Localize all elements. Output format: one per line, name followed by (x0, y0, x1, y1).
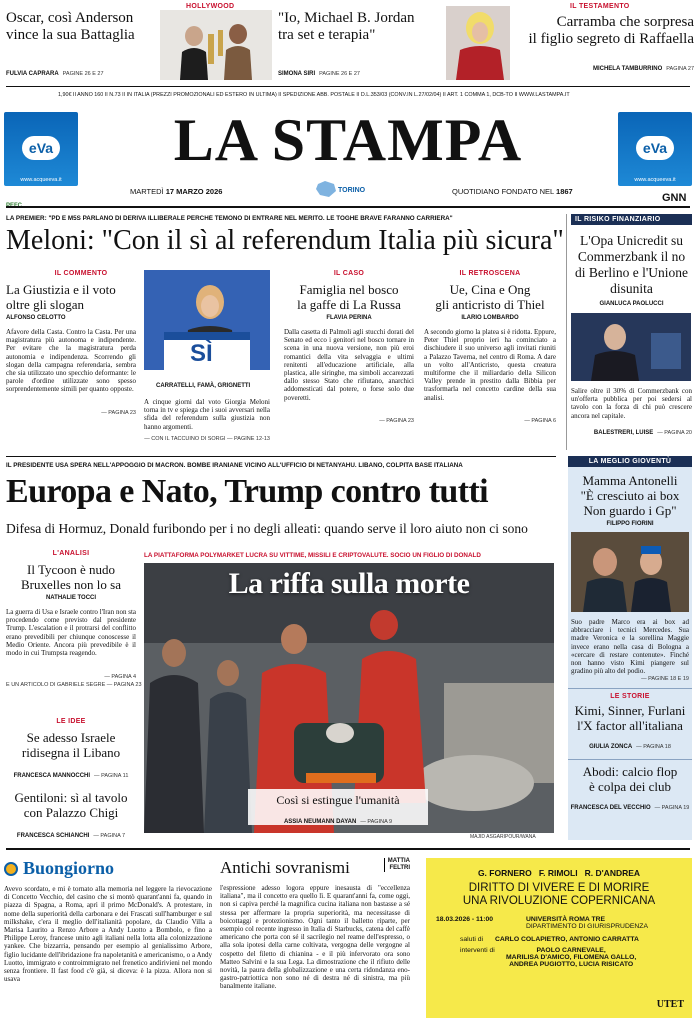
teaser-author: SIMONA SIRI (278, 71, 316, 77)
idee-kicker: LE IDEE (56, 718, 86, 725)
meloni-si-sign: SÌ (190, 340, 213, 367)
teaser-pages: PAGINE 26 E 27 (319, 71, 360, 77)
rischio-body-authors: BALESTRERI, LUISE (593, 430, 654, 436)
teaser-author: MICHELA TAMBURRINO (592, 66, 663, 72)
abodi-pages: — PAGINA 19 (654, 805, 690, 811)
caso-body: Dalla casetta di Palmoli agli stucchi dorati del Senato ed ecco i genitori nel bosco tornare in scena in una nuova versione, non più eroi romantici della vita selvaggia e ultimi renitenti all'educazione artificiale, alla plastica, alle siringhe, ma simboli accarezzati dallo stesso Stato che rifiutano, anarchici addomesticati dal potere, o forse solo due poveretti. (284, 328, 414, 402)
ad-eva-url: www.acqueeva.it (634, 177, 676, 183)
gnn-logo: GNN (662, 192, 687, 204)
gentiloni-author: FRANCESCA SCHIANCHI (16, 833, 90, 839)
second-lead-headline[interactable]: Europa e Nato, Trump contro tutti (6, 473, 489, 510)
storie-kicker: LE STORIE (610, 693, 650, 700)
sun-icon (4, 862, 18, 876)
hollywood-kicker: HOLLYWOOD (186, 3, 235, 10)
storie-title: Kimi, Sinner, Furlani l'X factor all'italiana (574, 703, 686, 733)
retroscena-author: ILARIO LOMBARDO (461, 315, 519, 321)
gioventu-title: Mamma Antonelli "È cresciuto ai box Non guardo i Gp" (580, 473, 680, 518)
idee-pages: — PAGINA 11 (94, 773, 129, 779)
masthead-title: LA STAMPA (173, 107, 523, 173)
event-ad-interventi: interventi di PAOLO CARNEVALE, MARILISA D'AMICO, FILOMENA GALLO, ANDREA PUGIOTTO, LUCIA RISICATO (460, 947, 637, 968)
rischio-author: GIANLUCA PAOLUCCI (599, 301, 664, 307)
masthead-divider (6, 206, 690, 208)
teaser-author: FULVIA CAPRARA (6, 71, 59, 77)
analisi-article[interactable] (6, 550, 142, 688)
ad-eva-left[interactable] (4, 112, 78, 186)
event-ad-date-row: 18.03.2026 - 11:00 UNIVERSITÀ ROMA TRE DIPARTIMENTO DI GIURISPRUDENZA (436, 916, 648, 930)
photo-story-kicker: LA PIATTAFORMA POLYMARKET LUCRA SU VITTIME, MISSILI E CRIPTOVALUTE. SOCIO UN FIGLIO DI DONALD (144, 552, 481, 559)
gentiloni-article[interactable] (6, 790, 136, 842)
ad-eva-url: www.acqueeva.it (20, 177, 62, 183)
meloni-photo-body: A cinque giorni dal voto Giorgia Meloni torna in tv e spiega che i suoi avversari nella sfida del referendum sulla giustizia non hanno argomenti. (144, 398, 270, 431)
storie-article[interactable] (568, 688, 692, 753)
lead-headline[interactable]: Meloni: "Con il sì al referendum Italia più sicura" (6, 225, 564, 256)
retroscena-pages: — PAGINA 6 (524, 418, 556, 424)
event-ad[interactable] (426, 858, 692, 1018)
commento-article[interactable] (6, 270, 136, 416)
raffaella-figure (446, 6, 510, 80)
analisi-footnote: E UN ARTICOLO DI GABRIELE SEGRE — PAGINA 23 (6, 682, 142, 688)
gioventu-photo (571, 532, 689, 612)
rischio-body: Salire oltre il 30% di Commerzbank con un'offerta pubblica per poi sedersi al tavolo con la forza di chi può crescere ancora nel capitale. (571, 387, 692, 420)
gioventu-body: Suo padre Marco era ai box ad abbracciare i tecnici Mercedes. Sua madre Veronica e la sorellina Maggie invece erano nella casa di Bologna a «cercare di restare contenute». Finché non hanno visto Kimi piangere sul gradino più alto del podio. (571, 618, 689, 676)
gioventu-kicker: LA MEGLIO GIOVENTÙ (568, 456, 692, 467)
mid-divider (6, 456, 556, 457)
retroscena-body: A secondo giorno la platea si è ridotta. Eppure, Peter Thiel proprio ieri ha cominciato a dischiudere il suo universo agli invitati riuniti a Palazzo Taverna, nel centro di Roma. A dare un volto all'Anticristo, questa creatura multiforme che il miliardario della Silicon Valley prende in prestito dalla Bibbia per trasformarla nel concetto cardine della sua analisi. (424, 328, 556, 402)
commento-author: ALFONSO CELOTTO (6, 315, 66, 321)
retroscena-title: Ue, Cina e Ong gli anticristo di Thiel (435, 282, 545, 312)
rischio-pages: — PAGINA 20 (657, 430, 692, 436)
founded-line: QUOTIDIANO FONDATO NEL 1867 (452, 187, 573, 196)
commento-title: La Giustizia e il voto oltre gli slogan (6, 282, 116, 312)
commento-body: Afavore della Casta. Contro la Casta. Per una magistratura più autonoma e indipendente. Per evitare che la magistratura perda autonomia e indipendenza. Scorrendo gli slogan della campagna referendaria, sembra che sia utilizzato uno specchio deformante: le parole d'ordine utilizzate sono spesso sorprendentemente simili per quanto opposte. (6, 328, 136, 394)
analisi-kicker: L'ANALISI (52, 550, 90, 557)
sovranismi-body: l'espressione adesso logora eppure inesausta di "eccellenza italiana", ma il concetto era quello lì. E quarant'anni fa, come oggi, non si capiva perché la magnifica cucina italiana non bastasse a sé stessa per affermare la propria superiorità, ma necessitasse di boicottaggi e protezionismo. Ogni tanto il balletto riparte, per esempio col recente ingresso in Italia di Starbucks, catena del caffè americano che porta con sé il sacrilegio nel reame dell'espresso, o alla sola ipotesi della carne coltivata, vergogna delle vergogne al cospetto del filetto di chianina - e il più infervorato ora sono Matteo Salvini e la sua Lega. La dimostrazione che il rifiuto delle novità, la paura della globalizzazione e una certa ridondanza eno-gastro-patriottica non sono né di destra né di sinistra, ma più banalmente italiane. (220, 884, 410, 991)
gioventu-article[interactable] (568, 456, 692, 840)
second-lead-subhead: Difesa di Hormuz, Donald furibondo per i no degli alleati: quando serve il loro aiuto non ci sono (6, 521, 528, 536)
oscar-photo-figures (160, 10, 272, 80)
analisi-title: Il Tycoon è nudo Bruxelles non lo sa (20, 562, 121, 592)
sovranismi-column[interactable] (220, 858, 410, 1022)
retroscena-kicker: IL RETROSCENA (459, 270, 521, 277)
rischio-photo (571, 313, 691, 381)
teaser-title: Carramba che sorpresa il figlio segreto di Raffaella (528, 14, 694, 47)
piedmont-map-icon (315, 180, 337, 198)
rischio-kicker: IL RISIKO FINANZIARIO (571, 214, 692, 225)
map-shape (315, 180, 337, 198)
analisi-author: NATHALIE TOCCI (45, 595, 97, 601)
top-divider (6, 86, 690, 87)
meloni-photo (144, 270, 270, 370)
idee-author: FRANCESCA MANNOCCHI (13, 773, 91, 779)
oscar-photo (160, 10, 272, 80)
abodi-article[interactable] (568, 759, 692, 814)
gentiloni-title: Gentiloni: sì al tavolo con Palazzo Chigi (14, 790, 128, 820)
caso-pages: — PAGINA 23 (379, 418, 414, 424)
rischio-photo-figure (571, 313, 691, 381)
photo-story-headline: La riffa sulla morte (228, 567, 470, 600)
second-lead-kicker: IL PRESIDENTE USA SPERA NELL'APPOGGIO DI MACRON. BOMBE IRANIANE VICINO ALL'UFFICIO DI NETANYAHU. LIBANO, COLPITA BASE ITALIANA (6, 462, 463, 469)
meloni-photo-caption: CARRATELLI, FAMÀ, GRIGNETTI (156, 383, 251, 389)
masthead-date: MARTEDÌ 17 MARZO 2026 (130, 187, 223, 196)
event-ad-names: G. FORNERO F. RIMOLI R. D'ANDREA (477, 868, 641, 878)
buongiorno-title: Buongiorno (23, 858, 115, 878)
photo-story-author: ASSIA NEUMANN DAYAN (283, 819, 357, 825)
event-ad-saluti: saluti di CARLO COLAPIETRO, ANTONIO CARRATTA (460, 936, 639, 943)
buongiorno-column[interactable] (4, 858, 212, 1023)
caso-article[interactable] (284, 270, 414, 424)
city-badge: TORINO (338, 187, 366, 194)
abodi-author: FRANCESCA DEL VECCHIO (570, 805, 651, 811)
rischio-title: L'Opa Unicredit su Commerzbank il no di Berlino e l'Unione disunita (574, 233, 689, 296)
raffaella-photo (446, 6, 510, 80)
photo-story-pages: — PAGINA 9 (360, 819, 393, 825)
photo-story-caption-box (248, 789, 428, 825)
idee-title: Se adesso Israele ridisegna il Libano (21, 730, 121, 760)
caso-title: Famiglia nel bosco la gaffe di La Russa (297, 282, 401, 312)
teaser-pages: PAGINA 27 (666, 66, 694, 72)
teaser-title: Oscar, così Anderson vince la sua Battaglia (6, 10, 135, 43)
ad-eva-logo: eVa (22, 136, 60, 160)
sovranismi-author: MATTIA FELTRI (384, 858, 410, 872)
imprint-line: 1,90€ II ANNO 160 II N.73 II IN ITALIA (PREZZI PROMOZIONALI ED ESTERO IN ULTIMA) II SPEDIZIONE ABB. POSTALE II D.L.353/03 (CONV.IN L.27/02/04) II ART. 1 COMMA 1, DCB-TO II WWW.LASTAMPA.IT (58, 92, 570, 98)
meloni-photo-pages: — CON IL TACCUINO DI SORGI — PAGINE 12-13 (144, 436, 270, 442)
rischio-article[interactable] (566, 214, 692, 450)
caso-kicker: IL CASO (333, 270, 365, 277)
lead-kicker: LA PREMIER: "PD E M5S PARLANO DI DERIVA ILLIBERALE PERCHÉ TEMONO DI ENTRARE NEL MERITO. LE TOGHE BRAVE FARANNO CARRIERA" (6, 215, 453, 222)
testamento-kicker: IL TESTAMENTO (570, 3, 630, 10)
event-ad-title: DIRITTO DI VIVERE E DI MORIRE UNA RIVOLUZIONE COPERNICANA (462, 882, 656, 907)
abodi-title: Abodi: calcio flop è colpa dei club (582, 764, 678, 794)
teaser-pages: PAGINE 26 E 27 (62, 71, 104, 77)
event-ad-brand: UTET (656, 999, 684, 1010)
commento-kicker: IL COMMENTO (54, 270, 108, 277)
photo-story-caption: Così si estingue l'umanità (276, 793, 400, 807)
commento-pages: — PAGINA 23 (101, 410, 136, 416)
photo-story-credit: MAJID ASGARIPOUR/WANA (470, 834, 536, 840)
ad-eva-logo: eVa (636, 136, 674, 160)
event-ad-date: 18.03.2026 - 11:00 (436, 916, 494, 923)
storie-author: GIULIA ZONCA (589, 744, 633, 750)
top-teaser-2[interactable] (278, 10, 433, 77)
analisi-pages: — PAGINA 4 (104, 674, 136, 680)
analisi-body: La guerra di Usa e Israele contro l'Iran non sta procedendo come previsto dal presidente Trump. L'escalation e il protrarsi del conflitto erano prevedibili per chiunque conoscesse il Medio Oriente. Ancora più prevedibile è il modo in cui Trumpsta reagendo. (6, 608, 136, 658)
top-teaser-3[interactable] (518, 14, 694, 72)
ad-eva-right[interactable] (618, 112, 692, 186)
teaser-title: "Io, Michael B. Jordan tra set e terapia" (278, 10, 415, 43)
gentiloni-pages: — PAGINA 7 (93, 833, 126, 839)
buongiorno-body: Avevo scordato, e mi è tornato alla memoria nel leggere la rievocazione di Concetto Vecchio, del casino che si montò quarant'anni fa, quando in piazza di Spagna, a Roma, aprì il primo McDonald's. A protestare, in nome della superiorità della carbonara e dei Frascati sull'hamburger e sul milkshake, c'era il meglio dell'italianità popolare, da Claudio Villa a Marisa Laurito a Renzo Arbore a Andy Luotto a Bombolo, e fino a Philippe Leroy, francese unito agli italiani nella lotta alla colonizzazione yankee. Che bizzarria, pensando per esempio al genialissimo Arbore, figlio lucidante dell'ibridazione fra napoletanità e americanismo, o a Andy Luotto, immigrato e controimmigrato nel frenetico andirivieni nel mondo senza frontiere. Il fast food c'è già, si diceva: è la pizza. Allora non si usava (4, 885, 212, 984)
sovranismi-title: Antichi sovranismi (220, 858, 350, 877)
top-teaser-1[interactable] (6, 10, 156, 77)
gioventu-pages: — PAGINE 18 E 19 (641, 676, 689, 682)
gioventu-photo-figures (571, 532, 689, 612)
gioventu-author: FILIPPO FIORINI (606, 521, 654, 527)
idee-article[interactable] (6, 718, 136, 782)
bottom-divider (6, 848, 690, 850)
retroscena-article[interactable] (424, 270, 556, 424)
storie-pages: — PAGINA 18 (636, 744, 671, 750)
caso-author: FLAVIA PERINA (326, 315, 372, 321)
photo-story-image[interactable] (144, 563, 554, 833)
